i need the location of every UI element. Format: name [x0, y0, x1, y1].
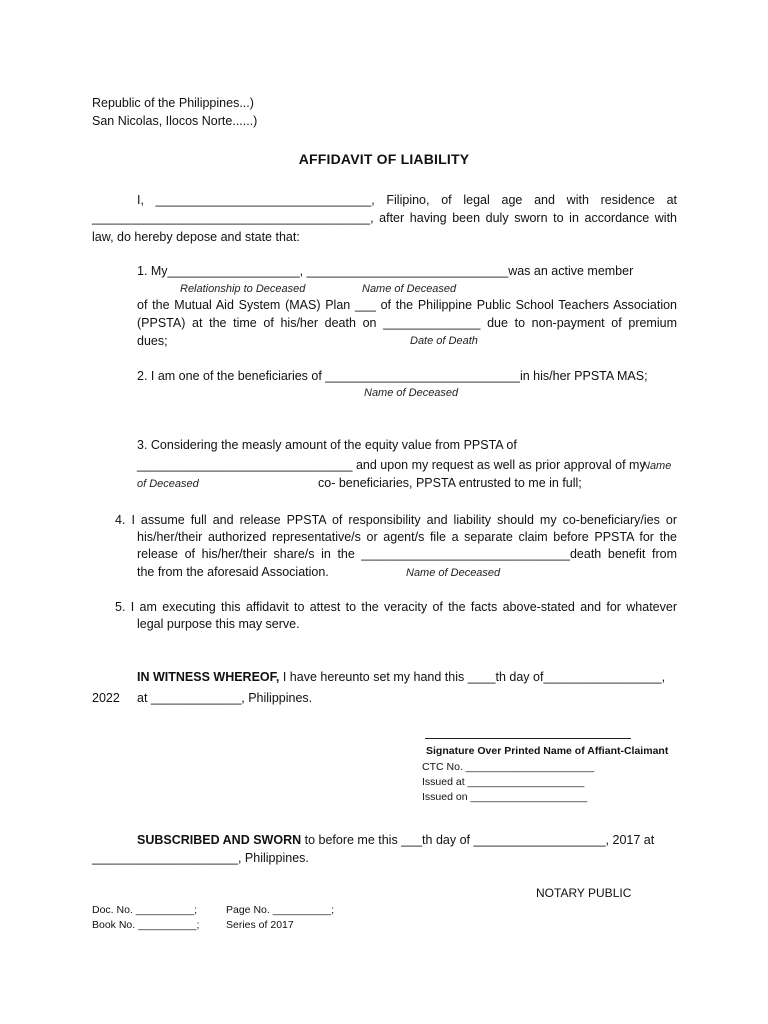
item4-line-3 — [137, 546, 677, 562]
item4-line-1-text: 4. I assume full and release PPSTA of responsibility and liability should my co-beneficiary/ies or — [115, 513, 677, 527]
signature-label: Signature Over Printed Name of Affiant-Claimant — [426, 745, 669, 757]
item3-line-3: co- beneficiaries, PPSTA entrusted to me in full; — [318, 476, 582, 490]
witness-line-1 — [137, 669, 665, 685]
item3-line-1: 3. Considering the measly amount of the equity value from PPSTA of — [137, 438, 517, 452]
item4-line-2 — [137, 529, 677, 545]
header-municipality: San Nicolas, Ilocos Norte......) — [92, 114, 258, 128]
document-title: AFFIDAVIT OF LIABILITY — [298, 151, 470, 167]
item1-line-1: 1. My___________________, _____________________________was an active member — [137, 264, 634, 278]
item4-line-4: the from the aforesaid Association. — [137, 565, 329, 579]
header-republic: Republic of the Philippines...) — [92, 96, 254, 110]
item3-line-2: _______________________________ and upon my request as well as prior approval of my — [137, 458, 646, 472]
item1-line-2-text: of the Mutual Aid System (MAS) Plan ___ of the Philippine Public School Teachers Association — [137, 298, 677, 312]
intro-line-1-text: I, _______________________________, Filipino, of legal age and with residence at — [137, 193, 677, 207]
doc-no: Doc. No. __________; — [92, 904, 198, 916]
item1-line-3 — [137, 315, 677, 331]
item1-line-3-text: (PPSTA) at the time of his/her death on ______________ due to non-payment of premium — [137, 316, 677, 330]
item5-line-2: legal purpose this may serve. — [137, 617, 300, 631]
subscribed-line-1 — [137, 832, 654, 848]
notary-public: NOTARY PUBLIC — [536, 886, 632, 900]
subscribed-text: to before me this ___th day of ___________________, 2017 at — [304, 833, 655, 847]
item4-line-2-text: his/her/their authorized representative/s or agent/s file a separate claim before PPSTA for the — [137, 530, 677, 544]
caption-name-a: Name — [642, 460, 672, 472]
book-no: Book No. __________; — [92, 919, 200, 931]
item4-line-3-text: release of his/her/their share/s in the ______________________________death benefit from — [137, 547, 677, 561]
signature-line — [425, 738, 631, 739]
item1-line-2 — [137, 297, 677, 313]
caption-date-of-death: Date of Death — [410, 335, 478, 347]
witness-line-2: at _____________, Philippines. — [137, 691, 313, 705]
caption-relationship: Relationship to Deceased — [180, 283, 306, 295]
subscribed-line-2: _____________________, Philippines. — [92, 851, 309, 865]
item4-line-1 — [115, 512, 677, 528]
page-no: Page No. __________; — [226, 904, 335, 916]
intro-line-2 — [92, 210, 677, 226]
witness-text: I have hereunto set my hand this ____th day of_________________, — [282, 670, 666, 684]
issued-on: Issued on ____________________ — [422, 791, 588, 803]
caption-of-deceased: of Deceased — [137, 478, 199, 490]
item1-line-4: dues; — [137, 334, 168, 348]
subscribed-bold: SUBSCRIBED AND SWORN — [137, 833, 302, 847]
intro-line-3: law, do hereby depose and state that: — [92, 230, 300, 244]
item5-line-1 — [115, 599, 677, 615]
ctc-no: CTC No. ______________________ — [422, 761, 595, 773]
caption-name-of-deceased-3: Name of Deceased — [406, 567, 501, 579]
intro-line-1 — [137, 192, 677, 208]
intro-line-2-text: ________________________________________, after having been duly sworn to in accordance with — [92, 211, 677, 225]
witness-bold: IN WITNESS WHEREOF, — [137, 670, 280, 684]
series: Series of 2017 — [226, 919, 294, 931]
caption-name-of-deceased-1: Name of Deceased — [362, 283, 457, 295]
witness-year: 2022 — [92, 691, 120, 705]
item2-line-1: 2. I am one of the beneficiaries of ____________________________in his/her PPSTA MAS; — [137, 369, 648, 383]
item5-line-1-text: 5. I am executing this affidavit to attest to the veracity of the facts above-stated and for whatever — [115, 600, 677, 614]
caption-name-of-deceased-2: Name of Deceased — [364, 387, 459, 399]
issued-at: Issued at ____________________ — [422, 776, 585, 788]
